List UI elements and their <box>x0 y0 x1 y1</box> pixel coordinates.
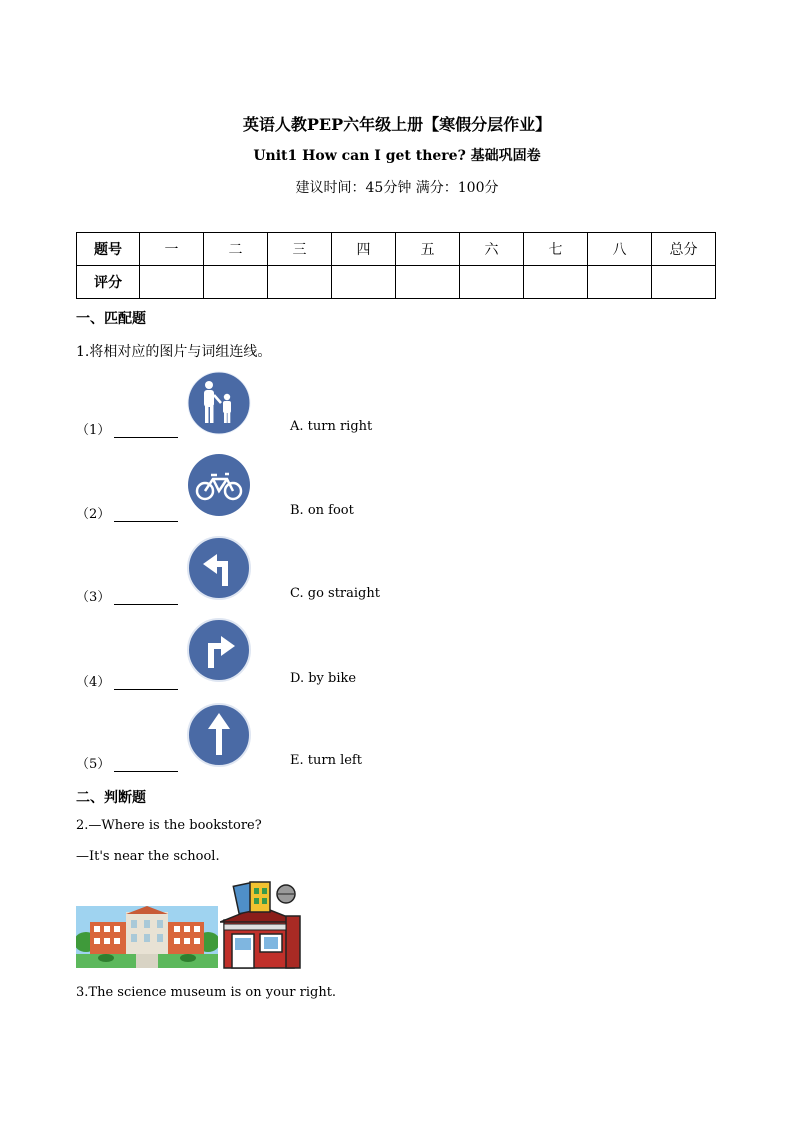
item-number: （2） <box>76 507 111 522</box>
score-table-cell: 六 <box>460 233 524 266</box>
score-input-cell[interactable] <box>140 266 204 299</box>
question-text: —It's near the school. <box>76 849 220 864</box>
match-option: E. turn left <box>290 753 362 768</box>
score-table-cell: 五 <box>396 233 460 266</box>
section-heading: 一、匹配题 <box>76 311 146 327</box>
match-item <box>76 503 178 522</box>
score-table-cell: 题号 <box>77 233 140 266</box>
score-table-cell: 七 <box>524 233 588 266</box>
score-table-cell: 三 <box>268 233 332 266</box>
match-option: D. by bike <box>290 671 357 686</box>
straight-sign-icon <box>187 703 251 767</box>
score-table-cell: 四 <box>332 233 396 266</box>
school-image <box>76 906 218 968</box>
match-option: C. go straight <box>290 586 380 601</box>
score-input-cell[interactable] <box>332 266 396 299</box>
match-item <box>76 753 178 772</box>
match-option: B. on foot <box>290 503 354 518</box>
score-table-score-row <box>77 266 716 299</box>
page-title: 英语人教PEP六年级上册【寒假分层作业】 <box>242 115 552 134</box>
turn-left-sign-icon <box>187 536 251 600</box>
answer-blank[interactable] <box>114 757 178 772</box>
pedestrian-sign-icon <box>187 371 251 435</box>
section-heading: 二、判断题 <box>76 790 146 806</box>
bookstore-image <box>220 880 304 970</box>
answer-blank[interactable] <box>114 507 178 522</box>
item-number: （4） <box>76 675 111 690</box>
match-item <box>76 419 178 438</box>
question-text: 2.—Where is the bookstore? <box>76 818 262 833</box>
question-instruction: 1.将相对应的图片与词组连线。 <box>76 344 272 360</box>
score-table-cell: 八 <box>588 233 652 266</box>
item-number: （1） <box>76 423 111 438</box>
score-input-cell[interactable] <box>652 266 716 299</box>
score-table-header-row <box>77 233 716 266</box>
score-input-cell[interactable] <box>268 266 332 299</box>
answer-blank[interactable] <box>114 675 178 690</box>
item-number: （3） <box>76 590 111 605</box>
question-text: 3.The science museum is on your right. <box>76 985 337 1000</box>
page-subtitle: Unit1 How can I get there? 基础巩固卷 <box>253 148 541 164</box>
score-input-cell[interactable] <box>588 266 652 299</box>
item-number: （5） <box>76 757 111 772</box>
bike-sign-icon <box>187 453 251 517</box>
match-item <box>76 586 178 605</box>
score-table-cell: 二 <box>204 233 268 266</box>
score-input-cell[interactable] <box>396 266 460 299</box>
score-table-cell: 评分 <box>77 266 140 299</box>
score-table-cell: 一 <box>140 233 204 266</box>
match-item <box>76 671 178 690</box>
answer-blank[interactable] <box>114 590 178 605</box>
score-input-cell[interactable] <box>204 266 268 299</box>
score-input-cell[interactable] <box>524 266 588 299</box>
time-info: 建议时间：45分钟 满分：100分 <box>295 180 499 196</box>
turn-right-sign-icon <box>187 618 251 682</box>
score-table <box>76 232 716 299</box>
match-option: A. turn right <box>290 419 373 434</box>
score-table-cell: 总分 <box>652 233 716 266</box>
score-input-cell[interactable] <box>460 266 524 299</box>
answer-blank[interactable] <box>114 423 178 438</box>
